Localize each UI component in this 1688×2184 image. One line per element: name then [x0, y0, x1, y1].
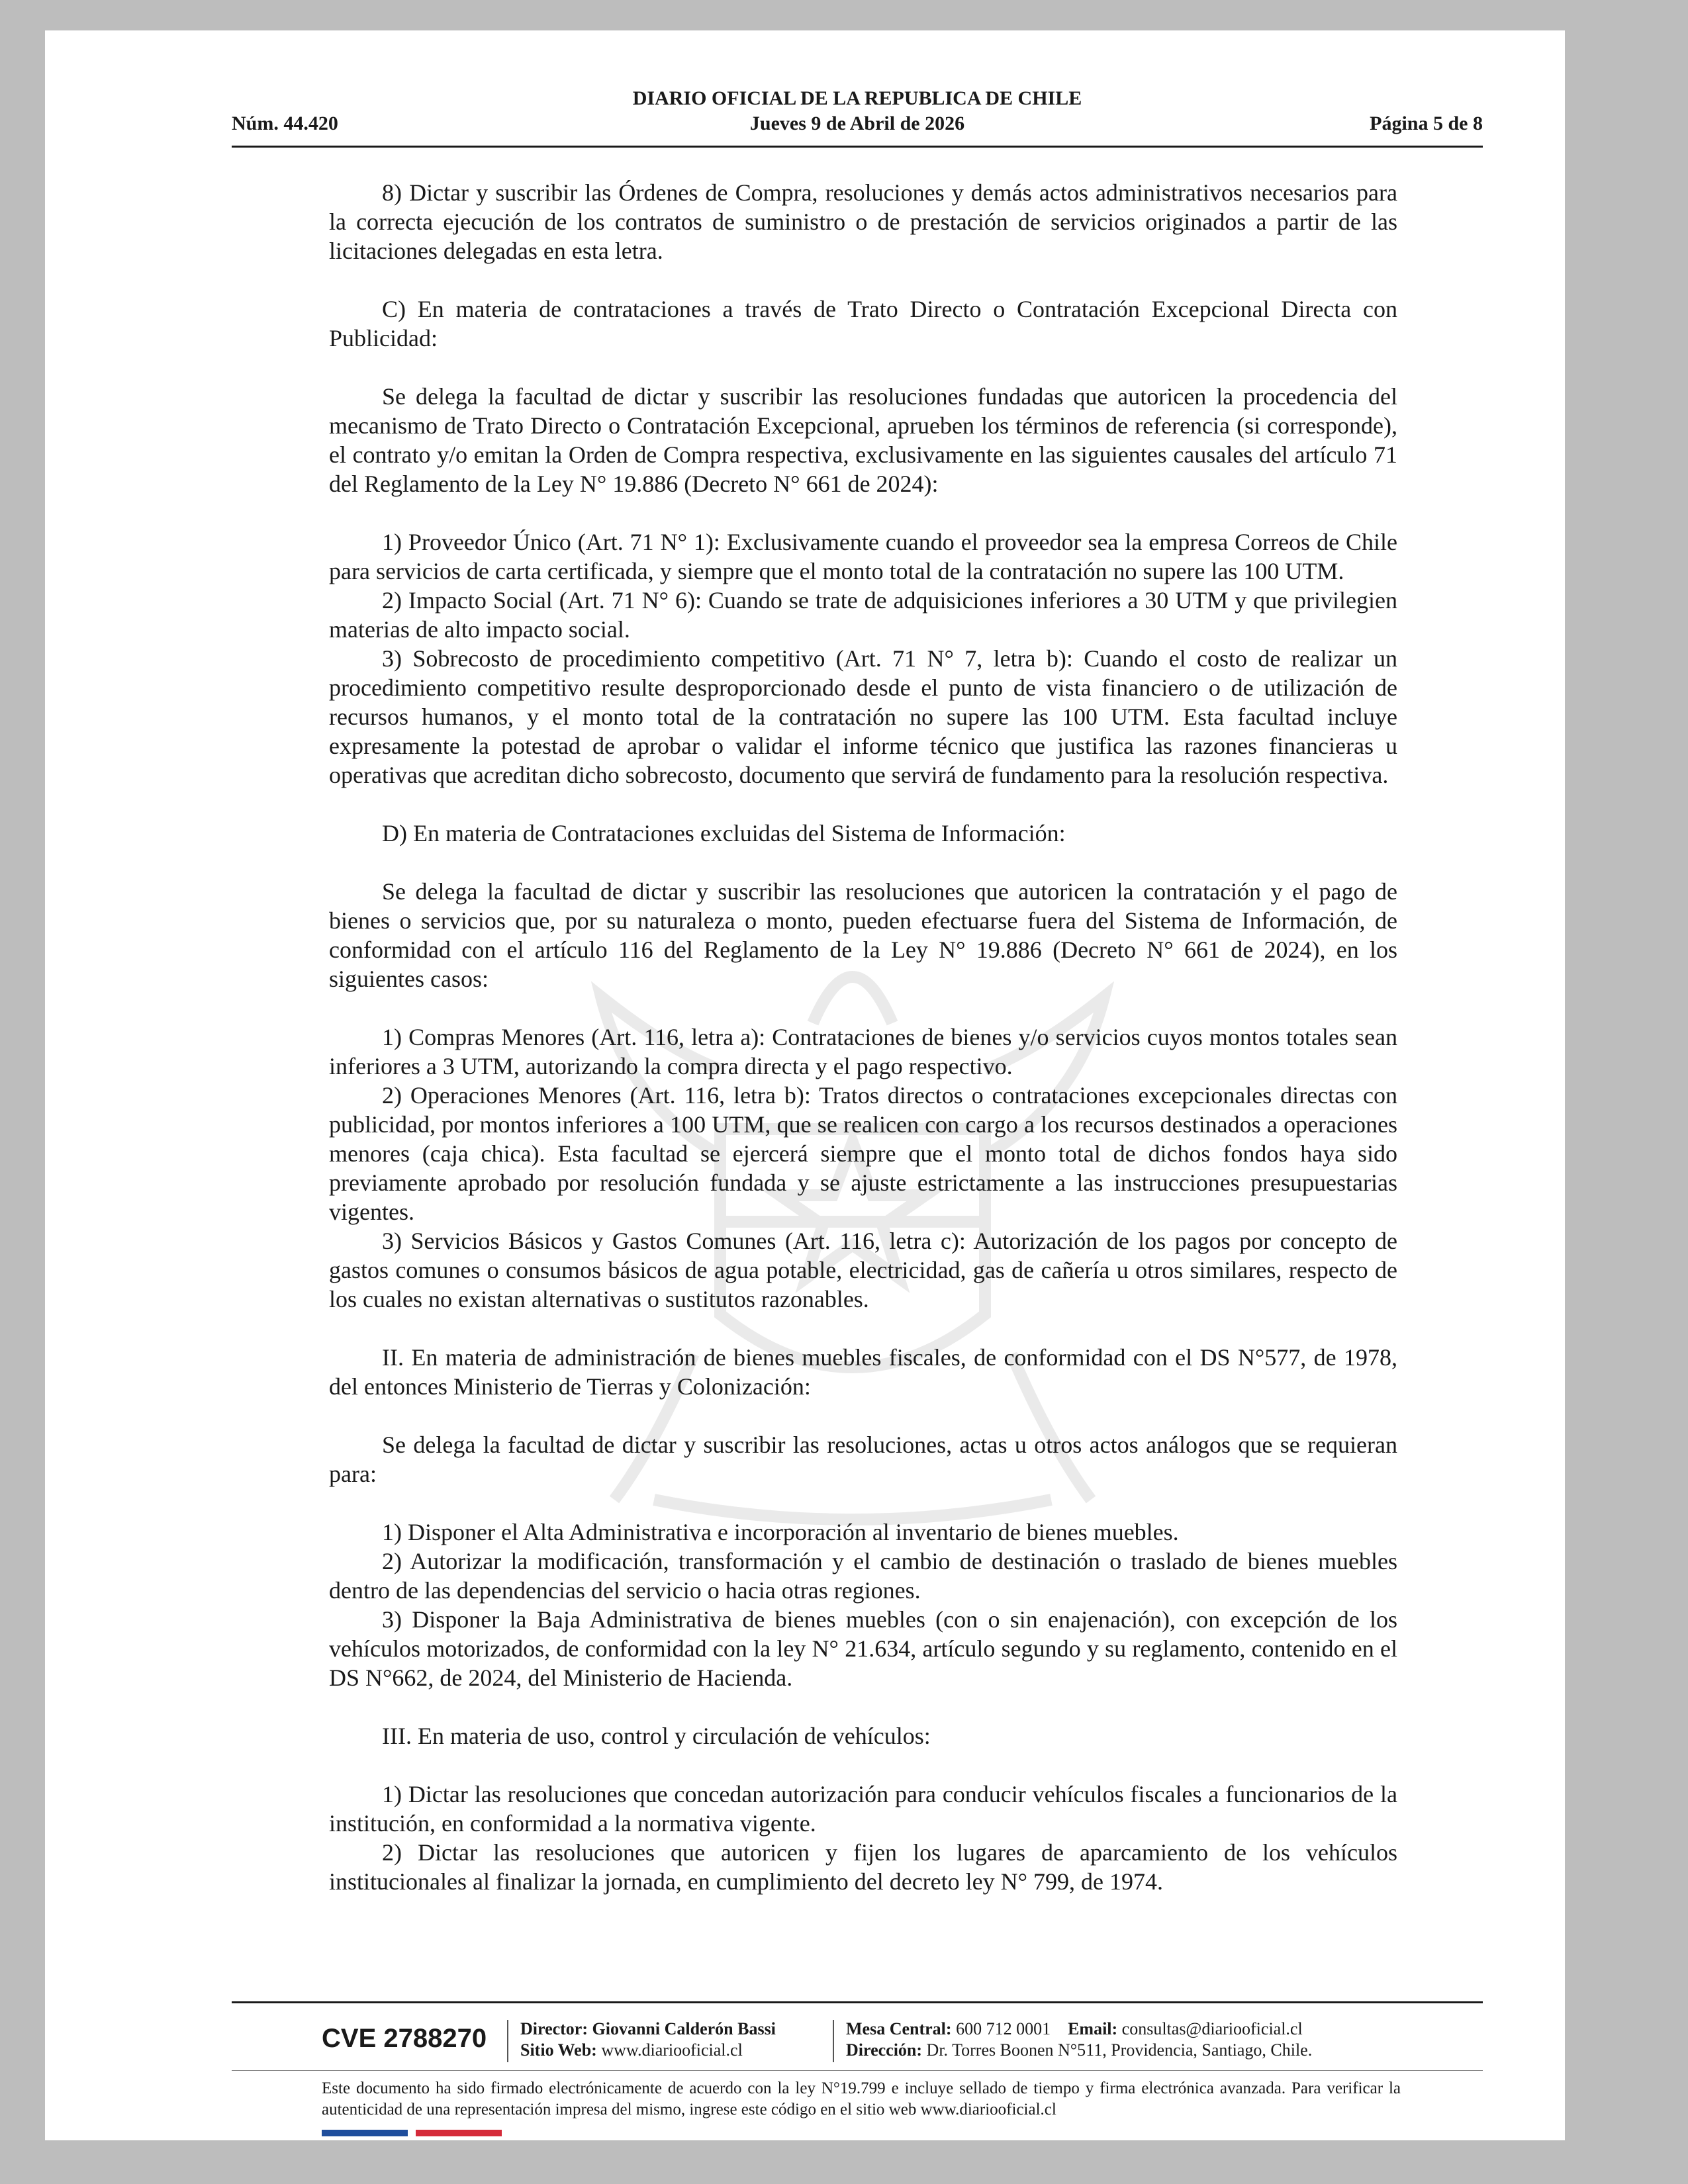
- paragraph: 2) Operaciones Menores (Art. 116, letra b): Tratos directos o contrataciones excepcionales directas con publicidad, por montos inferiores a 100 UTM, que se realicen con cargo a los recursos destinados a operaciones menores (caja chica). Esta facultad se ejercerá siempre que el monto total de dichos fondos haya sido previamente aprobado por resolución fundada y se ajuste estrictamente a las instrucciones presupuestarias vigentes.: [329, 1082, 1397, 1225]
- paragraph: 2) Impacto Social (Art. 71 N° 6): Cuando se trate de adquisiciones inferiores a 30 UTM y que privilegien materias de alto impacto social.: [329, 587, 1397, 643]
- footer-separator: [833, 2020, 834, 2062]
- issue-number: Núm. 44.420: [232, 113, 338, 134]
- footer-director-block: [520, 2019, 776, 2061]
- paragraph: 1) Disponer el Alta Administrativa e incorporación al inventario de bienes muebles.: [382, 1519, 1179, 1545]
- document-page: [45, 30, 1565, 2140]
- page-header: [232, 86, 1483, 165]
- email-label: Email:: [1068, 2019, 1118, 2038]
- site-label: Sitio Web:: [520, 2040, 597, 2060]
- address-label: Dirección:: [846, 2040, 923, 2060]
- site-link[interactable]: www.diariooficial.cl: [601, 2040, 743, 2060]
- paragraph: 2) Dictar las resoluciones que autoricen y fijen los lugares de aparcamiento de los vehículos institucionales al finalizar la jornada, en cumplimiento del decreto ley N° 799, de 1974.: [329, 1839, 1397, 1895]
- footer-contact-block: [846, 2019, 1312, 2061]
- footer-thin-divider: [232, 2070, 1483, 2071]
- flag-red-bar: [416, 2130, 502, 2136]
- paragraph: Se delega la facultad de dictar y suscribir las resoluciones que autoricen la contratación y el pago de bienes o servicios que, por su naturaleza o monto, pueden efectuarse fuera del Sistema de Información, de conformidad con el artículo 116 del Reglamento de la Ley N° 19.886 (Decreto N° 661 de 2024), en los siguientes casos:: [329, 878, 1397, 992]
- footer-separator: [507, 2020, 508, 2062]
- document-body: [329, 178, 1397, 1896]
- signature-notice: Este documento ha sido firmado electrónicamente de acuerdo con la ley N°19.799 e incluye sellado de tiempo y firma electrónica avanzada. Para verificar la autenticidad de una representación impresa del mismo, ingrese este código en el sitio web www.diariooficial.cl: [322, 2079, 1401, 2118]
- paragraph: 1) Compras Menores (Art. 116, letra a): Contrataciones de bienes y/o servicios cuyos montos totales sean inferiores a 3 UTM, autorizando la compra directa y el pago respectivo.: [329, 1024, 1397, 1079]
- paragraph: 2) Autorizar la modificación, transformación y el cambio de destinación o traslado de bienes muebles dentro de las dependencias del servicio o hacia otras regiones.: [329, 1548, 1397, 1604]
- phone-label: Mesa Central:: [846, 2019, 952, 2038]
- paragraph: 3) Disponer la Baja Administrativa de bienes muebles (con o sin enajenación), con excepción de los vehículos motorizados, de conformidad con la ley N° 21.634, artículo segundo y su reglamento, contenido en el DS N°662, de 2024, del Ministerio de Hacienda.: [329, 1606, 1397, 1691]
- paragraph: 3) Servicios Básicos y Gastos Comunes (Art. 116, letra c): Autorización de los pagos por concepto de gastos comunes o consumos básicos de agua potable, electricidad, gas de cañería u otros similares, respecto de los cuales no existan alternativas o sustitutos razonables.: [329, 1228, 1397, 1312]
- header-divider: [232, 146, 1483, 148]
- paragraph: 3) Sobrecosto de procedimiento competitivo (Art. 71 N° 7, letra b): Cuando el costo de realizar un procedimiento competitivo resulte desproporcionado desde el punto de vista financiero o de utilización de recursos humanos, y el monto total de la contratación no supere las 100 UTM. Esta facultad incluye expresamente la potestad de aprobar o validar el informe técnico que justifica las razones financieras u operativas que acreditan dicho sobrecosto, documento que servirá de fundamento para la resolución respectiva.: [329, 645, 1397, 788]
- email-link[interactable]: consultas@diariooficial.cl: [1121, 2019, 1303, 2038]
- cve-code: CVE 2788270: [322, 2024, 487, 2053]
- director-name: Giovanni Calderón Bassi: [592, 2019, 776, 2038]
- paragraph: D) En materia de Contrataciones excluidas del Sistema de Información:: [382, 820, 1066, 846]
- issue-date: Jueves 9 de Abril de 2026: [749, 113, 965, 134]
- phone-value: 600 712 0001: [956, 2019, 1051, 2038]
- paragraph: 8) Dictar y suscribir las Órdenes de Compra, resoluciones y demás actos administrativos necesarios para la correcta ejecución de los contratos de suministro o de prestación de servicios originados a partir de las licitaciones delegadas en esta letra.: [329, 179, 1397, 264]
- address-value: Dr. Torres Boonen N°511, Providencia, Santiago, Chile.: [926, 2040, 1313, 2060]
- paragraph: 1) Proveedor Único (Art. 71 N° 1): Exclusivamente cuando el proveedor sea la empresa Correos de Chile para servicios de carta certificada, y siempre que el monto total de la contratación no supere las 100 UTM.: [329, 529, 1397, 584]
- paragraph: III. En materia de uso, control y circulación de vehículos:: [382, 1723, 931, 1749]
- paragraph: Se delega la facultad de dictar y suscribir las resoluciones fundadas que autoricen la procedencia del mecanismo de Trato Directo o Contratación Excepcional, aprueben los términos de referencia (si corresponde), el contrato y/o emitan la Orden de Compra respectiva, exclusivamente en las siguientes causales del artículo 71 del Reglamento de la Ley N° 19.886 (Decreto N° 661 de 2024):: [329, 383, 1397, 497]
- paragraph: C) En materia de contrataciones a través de Trato Directo o Contratación Excepcional Directa con Publicidad:: [329, 296, 1397, 351]
- director-label: Director:: [520, 2019, 588, 2038]
- newspaper-title: DIARIO OFICIAL DE LA REPUBLICA DE CHILE: [632, 87, 1082, 109]
- paragraph: II. En materia de administración de bienes muebles fiscales, de conformidad con el DS N°577, de 1978, del entonces Ministerio de Tierras y Colonización:: [329, 1344, 1397, 1400]
- footer-divider: [232, 2001, 1483, 2003]
- paragraph: 1) Dictar las resoluciones que concedan autorización para conducir vehículos fiscales a funcionarios de la institución, en conformidad a la normativa vigente.: [329, 1781, 1397, 1837]
- page-number: Página 5 de 8: [1370, 113, 1483, 134]
- flag-blue-bar: [322, 2130, 408, 2136]
- paragraph: Se delega la facultad de dictar y suscribir las resoluciones, actas u otros actos análogos que se requieran para:: [329, 1432, 1397, 1487]
